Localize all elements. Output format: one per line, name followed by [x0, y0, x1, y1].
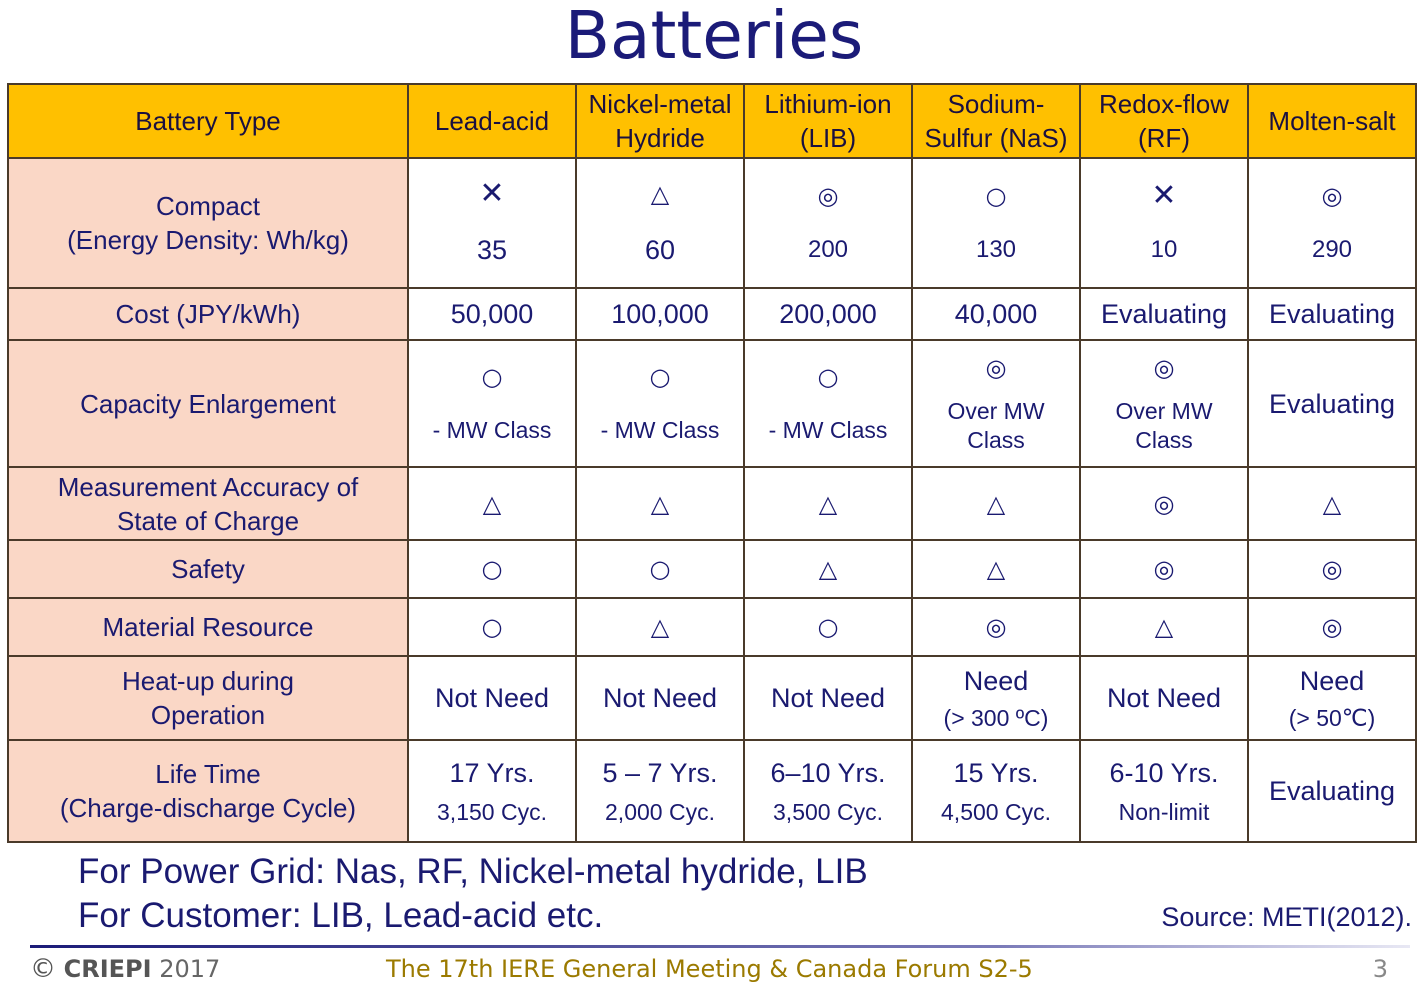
row-label-safety: Safety	[8, 540, 408, 598]
battery-comparison-table	[7, 83, 1417, 843]
note-power-grid: For Power Grid: Nas, RF, Nickel-metal hydride, LIB	[78, 852, 868, 891]
table-cell: △ 60	[576, 158, 744, 288]
header-sodium-sulfur: Sodium- Sulfur (NaS)	[912, 84, 1080, 158]
table-cell: 15 Yrs. 4,500 Cyc.	[912, 740, 1080, 842]
table-cell: ◎	[1248, 598, 1416, 656]
table-cell: △	[1080, 598, 1248, 656]
footer-year: 2017	[159, 955, 221, 983]
table-cell: 5 – 7 Yrs. 2,000 Cyc.	[576, 740, 744, 842]
table-cell: 200,000	[744, 288, 912, 340]
table-cell: ○ - MW Class	[408, 340, 576, 467]
row-label-soc: Measurement Accuracy of State of Charge	[8, 467, 408, 540]
table-cell: △	[1248, 467, 1416, 540]
row-capacity	[8, 340, 1416, 467]
table-cell: Evaluating	[1080, 288, 1248, 340]
slide-title: Batteries	[564, 0, 864, 74]
table-cell: ◎	[1080, 467, 1248, 540]
table-cell: Need (> 50℃)	[1248, 656, 1416, 740]
table-cell: △	[744, 467, 912, 540]
header-nickel-metal: Nickel-metal Hydride	[576, 84, 744, 158]
table-cell: Not Need	[1080, 656, 1248, 740]
table-cell: △	[912, 467, 1080, 540]
table-cell: Evaluating	[1248, 288, 1416, 340]
table-cell: ○ 130	[912, 158, 1080, 288]
table-cell: ✕ 10	[1080, 158, 1248, 288]
header-redox-flow: Redox-flow (RF)	[1080, 84, 1248, 158]
row-heatup	[8, 656, 1416, 740]
row-material	[8, 598, 1416, 656]
table-cell: ○	[408, 540, 576, 598]
row-label-material: Material Resource	[8, 598, 408, 656]
header-battery-type: Battery Type	[8, 84, 408, 158]
table-cell: ◎	[1080, 540, 1248, 598]
table-cell: ◎ 290	[1248, 158, 1416, 288]
table-cell: Need (> 300 ºC)	[912, 656, 1080, 740]
page-number: 3	[1372, 955, 1388, 983]
table-cell: 100,000	[576, 288, 744, 340]
table-cell: ◎ 200	[744, 158, 912, 288]
table-cell: ◎	[912, 598, 1080, 656]
table-cell: 6–10 Yrs. 3,500 Cyc.	[744, 740, 912, 842]
table-cell: ○	[408, 598, 576, 656]
table-cell: ○	[744, 598, 912, 656]
table-cell: △	[408, 467, 576, 540]
table-cell: Not Need	[744, 656, 912, 740]
header-row	[8, 84, 1416, 158]
table-cell: ✕ 35	[408, 158, 576, 288]
table-cell: Evaluating	[1248, 740, 1416, 842]
footer-brand	[30, 952, 220, 986]
table-cell: △	[576, 467, 744, 540]
table-cell: Evaluating	[1248, 340, 1416, 467]
table-cell: ○ - MW Class	[744, 340, 912, 467]
table-cell: △	[912, 540, 1080, 598]
footer-divider	[30, 945, 1410, 948]
table-cell: Not Need	[576, 656, 744, 740]
table-cell: ○	[576, 540, 744, 598]
row-cost	[8, 288, 1416, 340]
table-cell: ◎ Over MW Class	[1080, 340, 1248, 467]
row-lifetime	[8, 740, 1416, 842]
table-cell: 40,000	[912, 288, 1080, 340]
table-cell: 17 Yrs. 3,150 Cyc.	[408, 740, 576, 842]
copyright-icon: ©	[30, 954, 56, 984]
header-lead-acid: Lead-acid	[408, 84, 576, 158]
table-cell: △	[576, 598, 744, 656]
table-cell: ◎ Over MW Class	[912, 340, 1080, 467]
row-compact	[8, 158, 1416, 288]
table-cell: 6-10 Yrs. Non-limit	[1080, 740, 1248, 842]
table-cell: ◎	[1248, 540, 1416, 598]
row-label-heatup: Heat-up during Operation	[8, 656, 408, 740]
header-lithium-ion: Lithium-ion (LIB)	[744, 84, 912, 158]
row-label-compact: Compact (Energy Density: Wh/kg)	[8, 158, 408, 288]
row-soc	[8, 467, 1416, 540]
org-name: CRIEPI	[63, 955, 152, 983]
row-label-cost: Cost (JPY/kWh)	[8, 288, 408, 340]
table-cell: Not Need	[408, 656, 576, 740]
table-cell: 50,000	[408, 288, 576, 340]
note-customer: For Customer: LIB, Lead-acid etc.	[78, 896, 604, 935]
row-safety	[8, 540, 1416, 598]
row-label-capacity: Capacity Enlargement	[8, 340, 408, 467]
source-citation: Source: METI(2012).	[1161, 902, 1412, 932]
header-molten-salt: Molten-salt	[1248, 84, 1416, 158]
footer-event: The 17th IERE General Meeting & Canada Forum S2-5	[386, 955, 1033, 983]
row-label-lifetime: Life Time (Charge-discharge Cycle)	[8, 740, 408, 842]
table-cell: ○ - MW Class	[576, 340, 744, 467]
table-cell: △	[744, 540, 912, 598]
